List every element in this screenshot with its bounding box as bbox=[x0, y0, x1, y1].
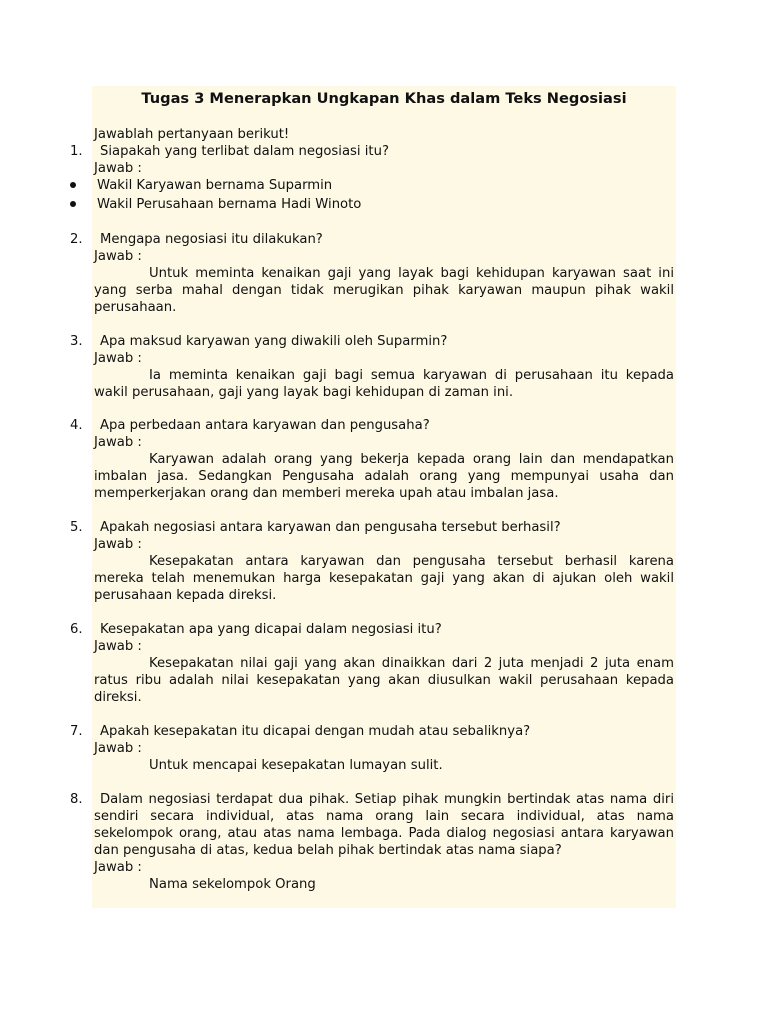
answer-text: Karyawan adalah orang yang bekerja kepada orang lain dan mendapatkan imbalan jasa. Sedangkan Pengusaha adalah orang yang mempunyai usaha dan memperkerjakan orang dan memberi mereka upah atau imbalan jasa. bbox=[94, 452, 674, 501]
question-number: 2. bbox=[70, 232, 83, 247]
answer-text: Untuk mencapai kesepakatan lumayan sulit. bbox=[149, 758, 443, 773]
jawab-label: Jawab : bbox=[94, 537, 142, 552]
jawab-label: Jawab : bbox=[94, 161, 142, 176]
question-text: Dalam negosiasi terdapat dua pihak. Setiap pihak mungkin bertindak atas nama diri sendiri secara individual, atas nama orang lain secara individual, atas nama sekelompok orang, atau atas nama lembaga. Pada dialog negosiasi antara karyawan dan pengusaha di atas, kedua belah pihak bertindak atas nama siapa? bbox=[94, 792, 674, 858]
question-text: Apa maksud karyawan yang diwakili oleh Suparmin? bbox=[100, 334, 448, 349]
answer-text: Untuk meminta kenaikan gaji yang layak bagi kehidupan karyawan saat ini yang serba mahal dengan tidak merugikan pihak karyawan maupun pihak wakil perusahaan. bbox=[94, 266, 674, 315]
answer-text: Ia meminta kenaikan gaji bagi semua karyawan di perusahaan itu kepada wakil perusahaan, gaji yang layak bagi kehidupan di zaman ini. bbox=[94, 368, 674, 400]
jawab-label: Jawab : bbox=[94, 741, 142, 756]
question-number: 3. bbox=[70, 334, 83, 349]
page-title: Tugas 3 Menerapkan Ungkapan Khas dalam Teks Negosiasi bbox=[141, 90, 627, 107]
bullet-icon bbox=[70, 201, 76, 207]
question-text: Siapakah yang terlibat dalam negosiasi itu? bbox=[100, 144, 389, 159]
jawab-label: Jawab : bbox=[94, 639, 142, 654]
question-text: Kesepakatan apa yang dicapai dalam negosiasi itu? bbox=[100, 622, 442, 637]
jawab-label: Jawab : bbox=[94, 860, 142, 875]
bullet-item: Wakil Karyawan bernama Suparmin bbox=[97, 178, 333, 193]
jawab-label: Jawab : bbox=[94, 249, 142, 264]
question-number: 7. bbox=[70, 724, 83, 739]
question-text: Apakah kesepakatan itu dicapai dengan mudah atau sebaliknya? bbox=[100, 724, 531, 739]
question-number: 6. bbox=[70, 622, 83, 637]
question-number: 5. bbox=[70, 520, 83, 535]
question-text: Apa perbedaan antara karyawan dan pengusaha? bbox=[100, 418, 430, 433]
jawab-label: Jawab : bbox=[94, 351, 142, 366]
bullet-item: Wakil Perusahaan bernama Hadi Winoto bbox=[97, 197, 362, 212]
question-text: Mengapa negosiasi itu dilakukan? bbox=[100, 232, 323, 247]
jawab-label: Jawab : bbox=[94, 435, 142, 450]
question-number: 8. bbox=[70, 792, 83, 807]
question-text: Apakah negosiasi antara karyawan dan pengusaha tersebut berhasil? bbox=[100, 520, 561, 535]
instruction: Jawablah pertanyaan berikut! bbox=[94, 127, 290, 142]
bullet-icon bbox=[70, 182, 76, 188]
answer-text: Kesepakatan nilai gaji yang akan dinaikkan dari 2 juta menjadi 2 juta enam ratus ribu adalah nilai kesepakatan yang akan diusulkan wakil perusahaan kepada direksi. bbox=[94, 656, 674, 705]
answer-text: Nama sekelompok Orang bbox=[149, 877, 316, 892]
answer-text: Kesepakatan antara karyawan dan pengusaha tersebut berhasil karena mereka telah menemukan harga kesepakatan gaji yang akan di ajukan oleh wakil perusahaan kepada direksi. bbox=[94, 554, 674, 603]
question-number: 1. bbox=[70, 144, 83, 159]
question-number: 4. bbox=[70, 418, 83, 433]
